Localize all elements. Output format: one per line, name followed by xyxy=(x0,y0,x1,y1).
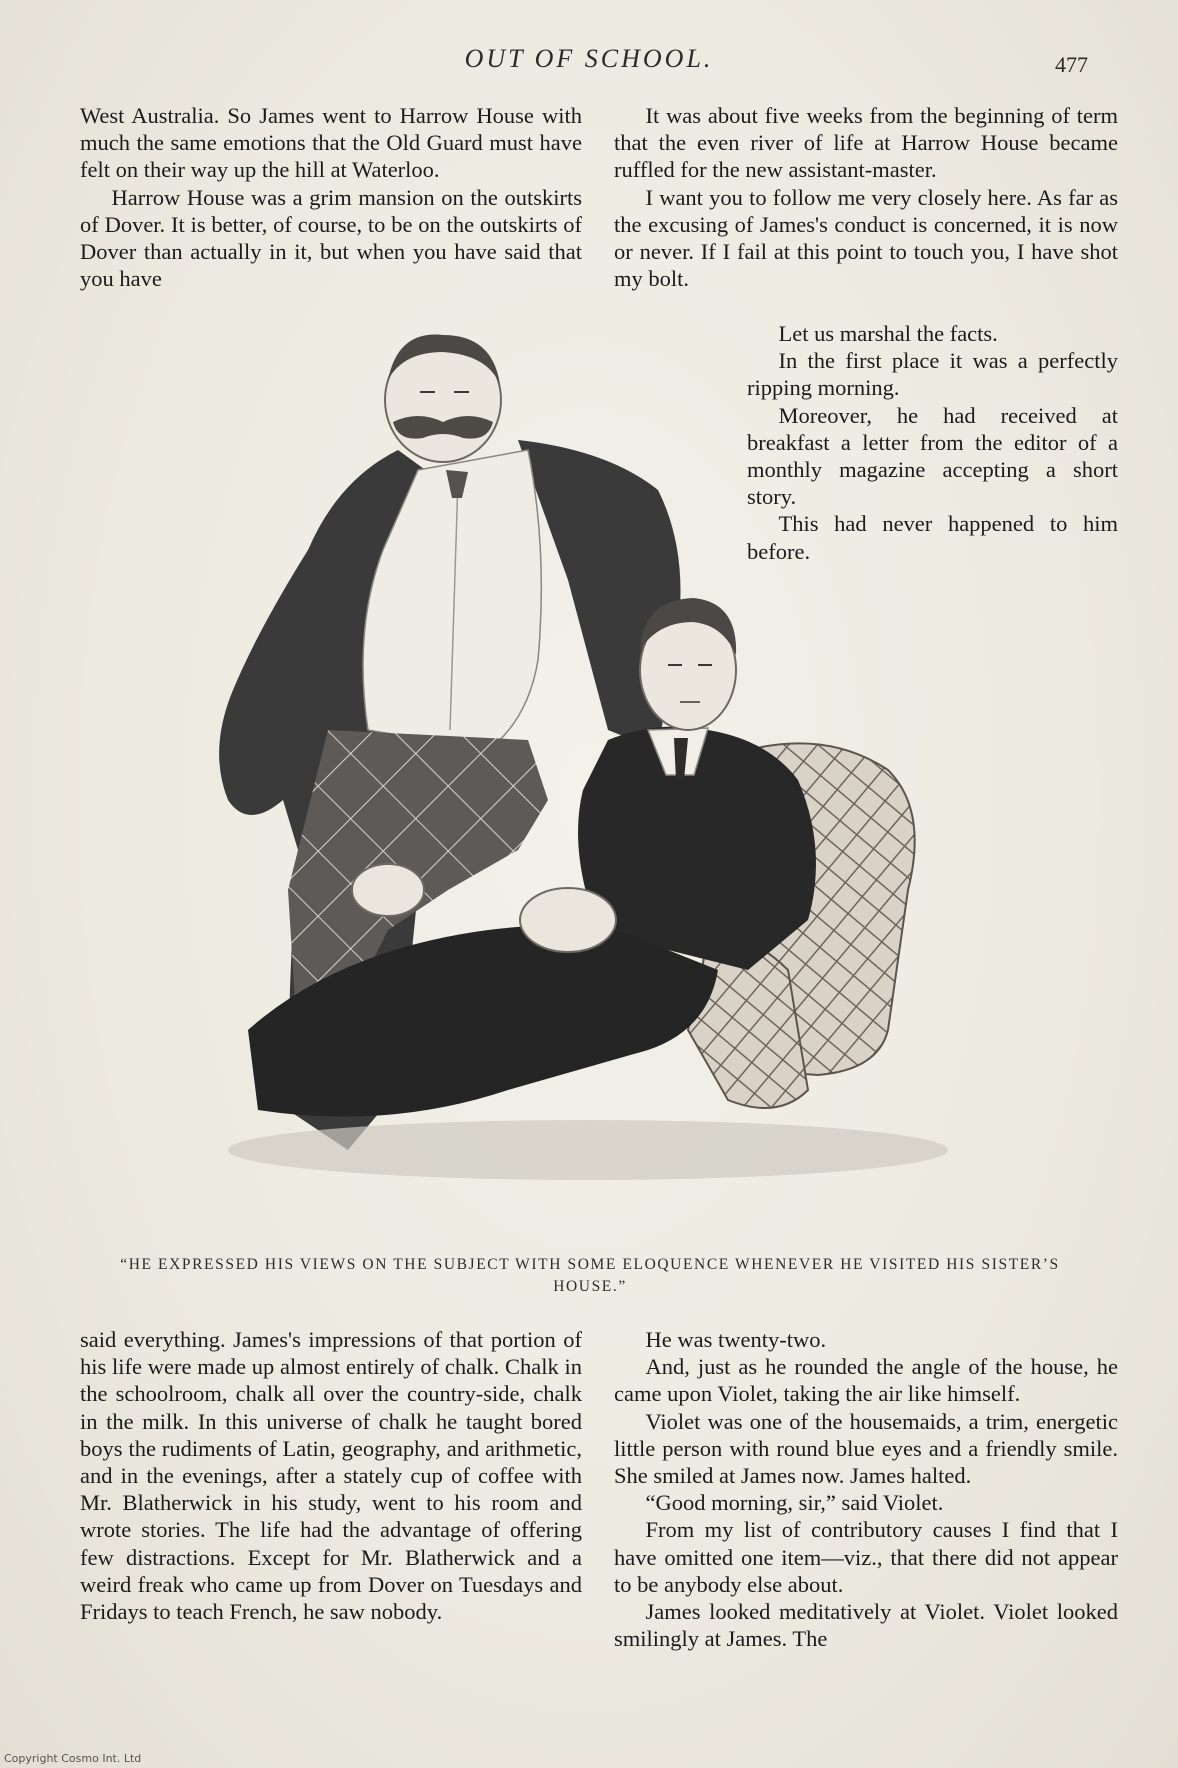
paragraph: said everything. James's impressions of that portion of his life were made up almost entirely of chalk. Chalk in the schoolroom, chalk all over the country-side, chalk in the milk. In this universe of chalk he taught bored boys the rudiments of Latin, geography, and arithmetic, and in the evenings, after a stately cup of coffee with Mr. Blatherwick in his study, went to his room and wrote stories. The life had the advantage of offering few distractions. Except for Mr. Blatherwick and a weird freak who came up from Dover on Tuesdays and Fridays to teach French, he saw nobody. xyxy=(80,1327,582,1625)
paragraph: It was about five weeks from the beginning of term that the even river of life at Harrow House became ruffled for the new assistant-master. xyxy=(614,103,1118,183)
illustration-caption: “HE EXPRESSED HIS VIEWS ON THE SUBJECT WITH SOME ELOQUENCE WHENEVER HE VISITED HIS SISTER’S HOUSE.” xyxy=(120,1256,1060,1295)
right-column-bottom xyxy=(614,1326,1118,1652)
running-head: OUT OF SCHOOL. xyxy=(464,44,714,73)
paragraph: Moreover, he had received at breakfast a letter from the editor of a monthly magazine accepting a short story. xyxy=(747,402,1118,510)
paragraph: From my list of contributory causes I find that I have omitted one item—viz., that there did not appear to be anybody else about. xyxy=(614,1517,1118,1597)
paragraph: “Good morning, sir,” said Violet. xyxy=(645,1490,944,1516)
paragraph: James looked meditatively at Violet. Violet looked smilingly at James. The xyxy=(614,1599,1118,1652)
paragraph: He was twenty-two. xyxy=(645,1327,827,1352)
floor-shadow xyxy=(228,1120,948,1180)
paragraph: Harrow House was a grim mansion on the outskirts of Dover. It is better, of course, to be on the outskirts of Dover than actually in it, but when you have said that you have xyxy=(80,184,582,292)
paragraph: I want you to follow me very closely here. As far as the excusing of James's conduct is concerned, it is now or never. If I fail at this point to touch you, I have shot my bolt. xyxy=(614,184,1118,292)
paragraph: And, just as he rounded the angle of the house, he came upon Violet, taking the air like himself. xyxy=(614,1354,1118,1407)
seated-man-hands xyxy=(520,888,616,952)
illustration xyxy=(188,330,1018,1230)
left-column-top xyxy=(80,102,582,292)
page-number: 477 xyxy=(1055,52,1088,77)
copyright-notice: Copyright Cosmo Int. Ltd xyxy=(4,1752,142,1765)
paragraph: West Australia. So James went to Harrow House with much the same emotions that the Old Guard must have felt on their way up the hill at Waterloo. xyxy=(80,103,582,183)
right-column-top xyxy=(614,102,1118,292)
paragraph: In the first place it was a perfectly ripping morning. xyxy=(747,348,1118,401)
standing-man-hand xyxy=(352,864,424,916)
left-column-bottom xyxy=(80,1326,582,1625)
paragraph: Violet was one of the housemaids, a trim, energetic little person with round blue eyes and a friendly smile. She smiled at James now. James halted. xyxy=(614,1408,1118,1489)
paragraph: Let us marshal the facts. xyxy=(778,321,998,346)
paragraph: This had never happened to him before. xyxy=(747,511,1118,564)
